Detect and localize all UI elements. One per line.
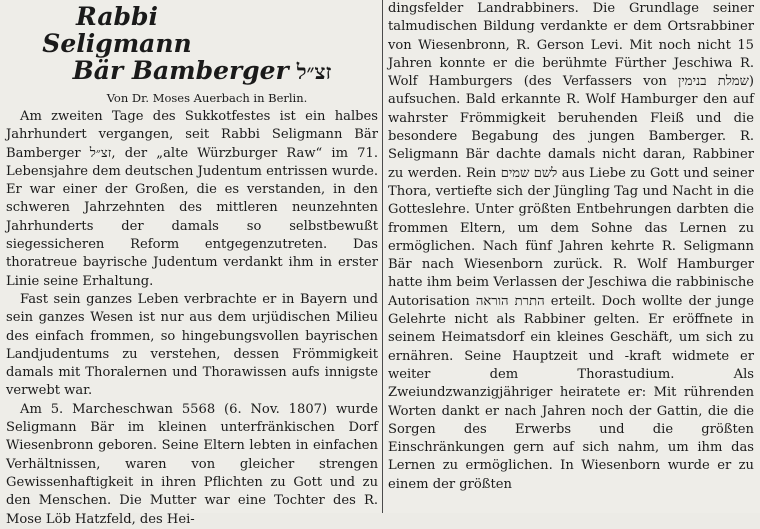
paragraph-birth: Am 5. Marcheschwan 5568 (6. Nov. 1807) wurde Seligmann Bär im kleinen unterfränkischen Dorf Wiesenbronn geboren. Seine Eltern lebten in einfachen Verhältnissen, waren von gleicher strengen Gewissenhaftigkeit in ihren Pflichten zu Gott und zu den Menschen. Die Mutter war eine Tochter des R. Mose Löb Hatzfeld, des Hei- (6, 401, 378, 527)
paragraph-intro: Am zweiten Tage des Sukkotfestes ist ein halbes Jahrhundert vergangen, seit Rabbi Seligmann Bär Bamberger זצ״ל, der „alte Würzburger Raw“ im 71. Lebensjahre dem deutschen Judentum entrissen wurde. Er war einer der Großen, die es verstanden, in den schweren Jahrzehnten des mittleren neunzehnten Jahrhunderts der damals so selbstbewußt siegessicheren Reform entgegenzutreten. Das thoratreue bayrische Judentum verdankt ihm in erster Linie seine Erhaltung. (6, 109, 378, 289)
article-title (6, 3, 378, 85)
paragraph-life: Fast sein ganzes Leben verbrachte er in Bayern und sein ganzes Wesen ist nur aus dem urjüdischen Milieu des einfach frommen, so hingebungsvollen bayrischen Landjudentums zu verstehen, dessen Frömmigkeit damals mit Thoralernen und Thorawissen aufs innigste verwebt war. (6, 291, 378, 399)
column-divider (382, 0, 383, 513)
byline: Von Dr. Moses Auerbach in Berlin. (106, 91, 308, 105)
title-line-2 (6, 57, 378, 85)
title-line-1: Rabbi Seligmann (42, 2, 192, 58)
paragraph-education: dingsfelder Landrabbiners. Die Grundlage seiner talmudischen Bildung verdankte er dem Ortsrabbiner von Wiesenbronn, R. Gerson Levi. Mit noch nicht 15 Jahren konnte er die berühmte Fürther Jeschiwa R. Wolf Hamburgers (des Verfassers von שמלת בנימין) aufsuchen. Bald erkannte R. Wolf Hamburger den auf wahrster Frömmigkeit beruhenden Fleiß und die besondere Begabung des jungen Bamberger. R. Seligmann Bär dachte damals nicht daran, Rabbiner zu werden. Rein לשם שמים aus Liebe zu Gott und seiner Thora, vertiefte sich der Jüngling Tag und Nacht in die Gotteslehre. Unter größten Entbehrungen darbten die frommen Eltern, um dem Sohne das Lernen zu ermöglichen. Nach fünf Jahren kehrte R. Seligmann Bär nach Wiesenborn zurück. R. Wolf Hamburger hatte ihm beim Verlassen der Jeschiwa die rabbinische Autorisation התרת הוראה erteilt. Doch wollte der junge Gelehrte nicht als Rabbiner gelten. Er eröffnete in seinem Heimatsdorf ein kleines Geschäft, um sich zu ernähren. Seine Hauptzeit und -kraft widmete er weiter dem Thorastudium. Als Zweiundzwanzigjähriger heiratete er: Mit rührenden Worten dankt er nach Jahren noch der Gattin, die die Sorgen des Erwerbs und die größten Einschränkungen gern auf sich nahm, um ihm das Lernen zu ermöglichen. In Wiesenborn wurde er zu einem der größten (388, 1, 755, 492)
left-column (6, 0, 378, 527)
right-column (388, 0, 754, 513)
title-hebrew-abbreviation: זצ״ל (296, 59, 332, 84)
title-name: Bär Bamberger (72, 56, 289, 85)
